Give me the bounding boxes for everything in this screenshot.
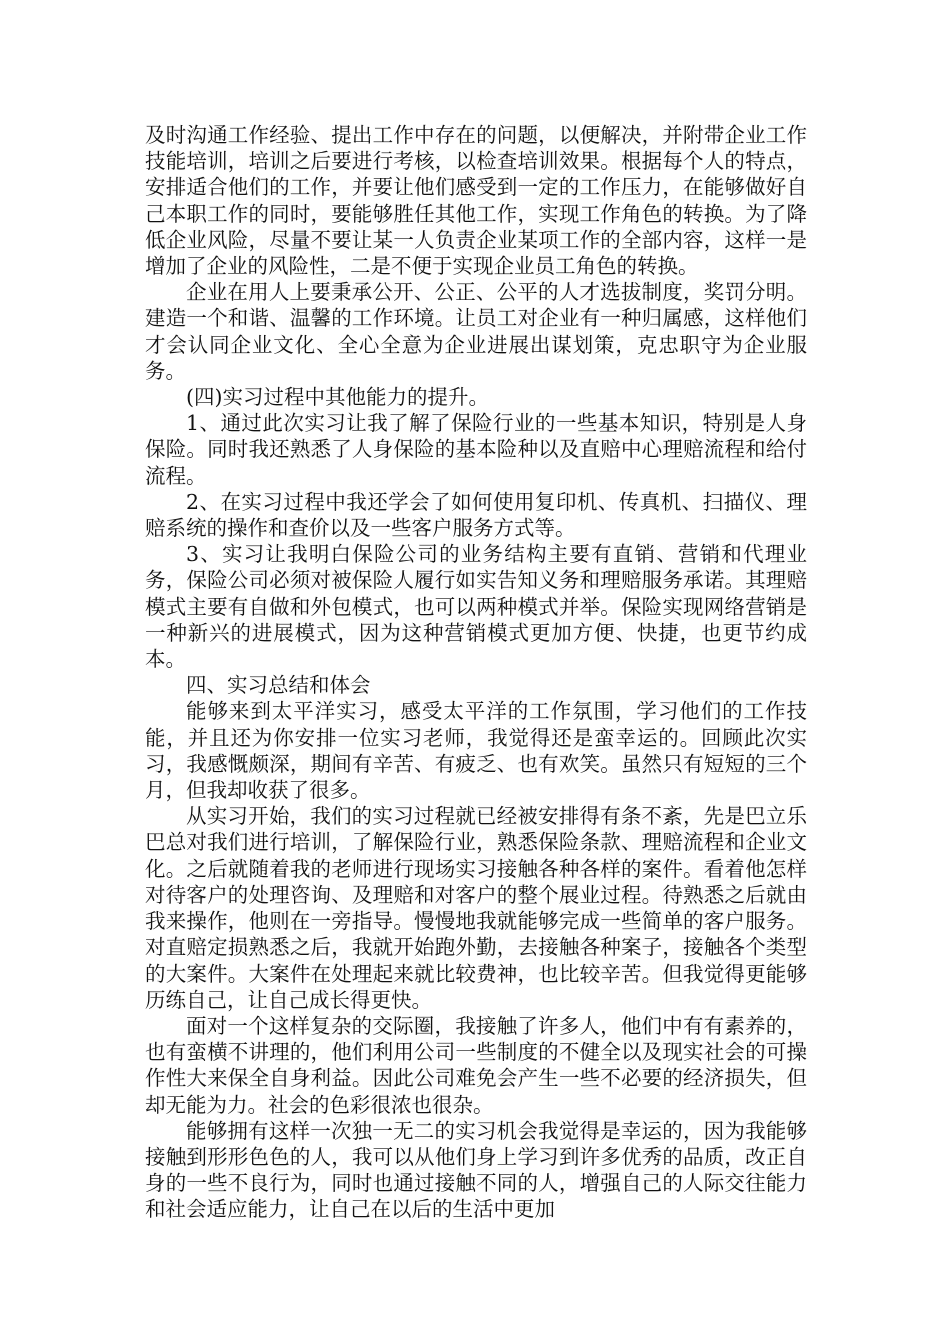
paragraph: 及时沟通工作经验、提出工作中存在的问题，以便解决，并附带企业工作技能培训，培训之后要进行考核，以检查培训效果。根据每个人的特点，安排适合他们的工作，并要让他们感受到一定的工作压力，在能够做好自己本职工作的同时，要能够胜任其他工作，实现工作角色的转换。为了降低企业风险，尽量不要让某一人负责企业某项工作的全部内容，这样一是增加了企业的风险性，二是不便于实现企业员工角色的转换。 bbox=[145, 123, 807, 279]
section-heading: (四)实习过程中其他能力的提升。 bbox=[186, 385, 489, 410]
paragraph: 企业在用人上要秉承公开、公正、公平的人才选拔制度，奖罚分明。建造一个和谐、温馨的工作环境。让员工对企业有一种归属感，这样他们才会认同企业文化、全心全意为企业进展出谋划策，克忠职守为企业服务。 bbox=[145, 280, 807, 383]
document-body bbox=[145, 122, 807, 1223]
paragraph: 从实习开始，我们的实习过程就已经被安排得有条不紊，先是巴立乐巴总对我们进行培训，了解保险行业，熟悉保险条款、理赔流程和企业文化。之后就随着我的老师进行现场实习接触各种各样的案件。看着他怎样对待客户的处理咨询、及理赔和对客户的整个展业过程。待熟悉之后就由我来操作，他则在一旁指导。慢慢地我就能够完成一些简单的客户服务。对直赔定损熟悉之后，我就开始跑外勤，去接触各种案子，接触各个类型的大案件。大案件在处理起来就比较费神，也比较辛苦。但我觉得更能够历练自己，让自己成长得更快。 bbox=[145, 804, 807, 1012]
paragraph: 能够来到太平洋实习，感受太平洋的工作氛围，学习他们的工作技能，并且还为你安排一位实习老师，我觉得还是蛮幸运的。回顾此次实习，我感慨颇深，期间有辛苦、有疲乏、也有欢笑。虽然只有短短的三个月，但我却收获了很多。 bbox=[145, 699, 807, 803]
section-heading: 四、实习总结和体会 bbox=[186, 673, 371, 698]
list-item: 3、实习让我明白保险公司的业务结构主要有直销、营销和代理业务，保险公司必须对被保险人履行如实告知义务和理赔服务承诺。其理赔模式主要有自做和外包模式，也可以两种模式并举。保险实现网络营销是一种新兴的进展模式，因为这种营销模式更加方便、快捷，也更节约成本。 bbox=[145, 542, 807, 672]
list-item: 2、在实习过程中我还学会了如何使用复印机、传真机、扫描仪、理赔系统的操作和查价以及一些客户服务方式等。 bbox=[145, 489, 807, 541]
list-item: 1、通过此次实习让我了解了保险行业的一些基本知识，特别是人身保险。同时我还熟悉了人身保险的基本险种以及直赔中心理赔流程和给付流程。 bbox=[145, 411, 807, 488]
paragraph: 能够拥有这样一次独一无二的实习机会我觉得是幸运的，因为我能够接触到形形色色的人，我可以从他们身上学习到许多优秀的品质，改正自身的一些不良行为，同时也通过接触不同的人，增强自己的人际交往能力和社会适应能力，让自己在以后的生活中更加 bbox=[145, 1118, 807, 1222]
paragraph: 面对一个这样复杂的交际圈，我接触了许多人，他们中有有素养的，也有蛮横不讲理的，他们利用公司一些制度的不健全以及现实社会的可操作性大来保全自身利益。因此公司难免会产生一些不必要的经济损失，但却无能为力。社会的色彩很浓也很杂。 bbox=[145, 1013, 807, 1117]
